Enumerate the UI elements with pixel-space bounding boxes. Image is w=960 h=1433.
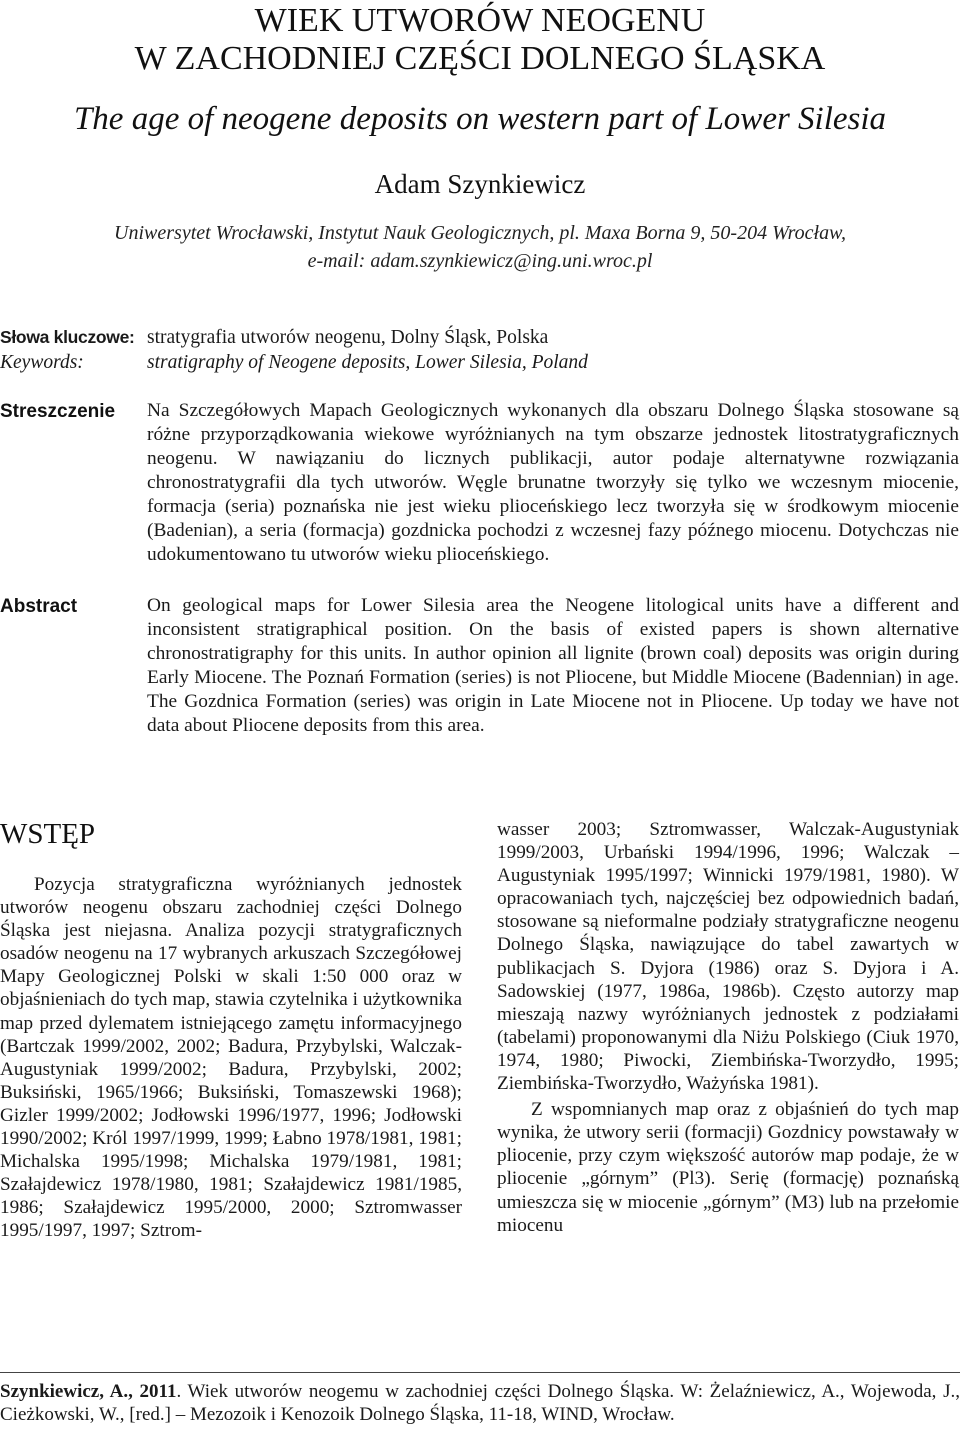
body-column-right [497, 818, 959, 1237]
keywords-english-value: stratigraphy of Neogene deposits, Lower Silesia, Poland [147, 352, 588, 373]
abstract-label: Abstract [0, 596, 78, 617]
affiliation-email: e-mail: adam.szynkiewicz@ing.uni.wroc.pl [307, 250, 653, 272]
author-name: Adam Szynkiewicz [374, 169, 586, 199]
citation-text: . Wiek utworów neogemu w zachodniej części Dolnego Śląska. W: Żelaźniewicz, A., Wojewoda, J., Cieżkowski, W., [red.] – Mezozoik i Kenozoik Dolnego Śląska, 11-18, WIND, Wrocław. [0, 1381, 960, 1425]
summary-text: Na Szczegółowych Mapach Geologicznych wykonanych dla obszaru Dolnego Śląska stosowane są różne przyporządkowania wiekowe wyróżnianych na tym obszarze jednostek litostratygraficznych neogenu. W nawiązaniu do licznych publikacji, autor podaje alternatywne rozwiązania chronostratygrafii dla tych utworów. Węgle brunatne tworzyły się tylko we wczesnym miocenie, formacja (seria) poznańska nie jest wieku plioceńskiego lecz tworzyła się w środkowym miocenie (Badenian), a seria (formacja) gozdnicka pochodzi z wczesnej fazy późnego miocenu. Dotychczas nie udokumentowano tu utworów wieku plioceńskiego. [147, 400, 959, 565]
abstract-text: On geological maps for Lower Silesia area the Neogene litological units have a different and inconsistent stratigraphical position. On the basis of existed papers is shown alternative chronostratigraphy for this units. In author opinion all lignite (brown coal) deposits was origin during Early Miocene. The Poznań Formation (series) is not Pliocene, but Middle Miocene (Badennian) in age. The Gozdnica Formation (series) was origin in Late Miocene not in Pliocene. Up today we have not data about Pliocene deposits from this area. [147, 595, 959, 736]
section-heading-introduction: WSTĘP [0, 818, 96, 850]
keywords-polish-label: Słowa kluczowe: [0, 327, 135, 347]
footer-divider [0, 1372, 960, 1373]
affiliation-line-1: Uniwersytet Wrocławski, Instytut Nauk Geologicznych, pl. Maxa Borna 9, 50-204 Wrocław, [114, 222, 846, 244]
summary-label: Streszczenie [0, 401, 116, 422]
title-line-1: WIEK UTWORÓW NEOGENU [254, 2, 706, 39]
keywords-polish-value: stratygrafia utworów neogenu, Dolny Śląsk, Polska [147, 327, 549, 348]
citation-author-year: Szynkiewicz, A., 2011 [0, 1381, 177, 1402]
article-title-english: The age of neogene deposits on western part of Lower Silesia [73, 101, 887, 137]
intro-paragraph-2: Z wspomnianych map oraz z objaśnień do tych map wynika, że utwory serii (formacji) Gozdnicy powstawały w pliocenie, przy czym większość autorów map podaje, że w pliocenie „górnym” (Pl3). Serię (formację) poznańską umieszcza się w miocenie „górnym” (M3) lub na przełomie miocenu [497, 1099, 959, 1236]
article-title [0, 2, 960, 78]
body-column-left [0, 873, 462, 1243]
intro-paragraph-1-continued: wasser 2003; Sztromwasser, Walczak-Augustyniak 1999/2003, Urbański 1994/1996, 1996; Walczak – Augustyniak 1995/1997; Winnicki 1979/1981, 1980). W opracowaniach tych, najczęściej bez odpowiednich badań, stosowane są nieformalne podziały stratygraficzne neogenu Dolnego Śląska, nawiązujące do tabel zawartych w publikacjach S. Dyjora (1986) oraz S. Dyjora i A. Sadowskiej (1977, 1986a, 1986b). Często autorzy map mieszają nazwy wyróżnianych jednostek z podziałami (tabelami) proponowanymi dla Niżu Polskiego (Ciuk 1970, 1974, 1980; Piwocki, Ziembińska-Tworzydło, 1995; Ziembińska-Tworzydło, Ważyńska 1981). [497, 819, 959, 1095]
intro-paragraph-1: Pozycja stratygraficzna wyróżnianych jednostek utworów neogenu obszaru zachodniej części Dolnego Śląska jest niejasna. Analiza pozycji stratygraficznych osadów neogenu na 17 wybranych arkuszach Szczegółowej Mapy Geologicznej Polski w skali 1:50 000 oraz w objaśnieniach do tych map, stawia czytelnika i użytkownika map przed dylematem istniejącego zamętu informacyjnego (Bartczak 1999/2002, 2002; Badura, Przybylski, Walczak-Augustyniak 1999/2002; Badura, Przybylski, 2002; Buksiński, 1965/1966; Buksiński, Tomaszewski 1968); Gizler 1999/2002; Jodłowski 1996/1977, 1996; Jodłowski 1990/2002; Król 1997/1999, 1999; Łabno 1978/1981, 1981; Michalska 1995/1998; Michalska 1979/1981, 1981; Szałajdewicz 1978/1980, 1981; Szałajdewicz 1981/1985, 1986; Szałajdewicz 1995/2000, 2000; Sztromwasser 1995/1997, 1997; Sztrom- [0, 874, 462, 1242]
keywords-english-label: Keywords: [0, 352, 84, 373]
citation-footer [0, 1380, 960, 1426]
affiliation [0, 219, 960, 275]
title-line-2: W ZACHODNIEJ CZĘŚCI DOLNEGO ŚLĄSKA [134, 40, 826, 77]
